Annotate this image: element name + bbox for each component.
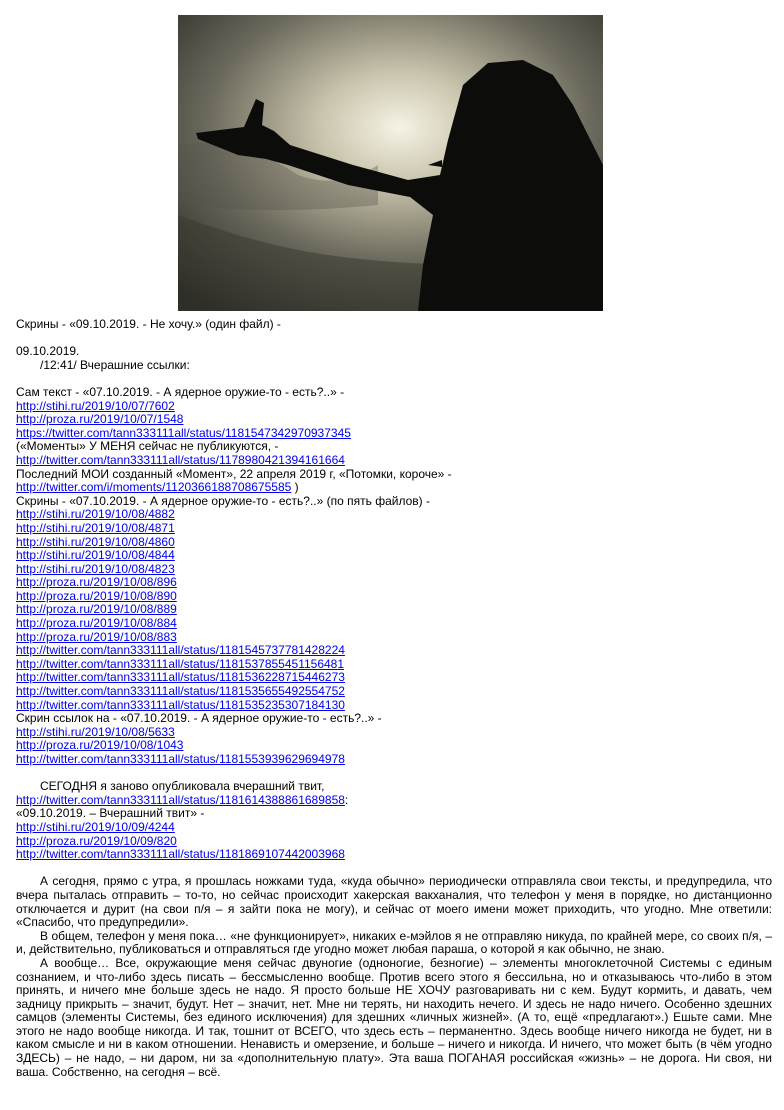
screen-link[interactable]: http://twitter.com/tann333111all/status/1181545737781428224 — [16, 643, 345, 658]
links-screen-link[interactable]: http://twitter.com/tann333111all/status/1181553939629694978 — [16, 752, 345, 766]
link-moments-status[interactable]: http://twitter.com/tann333111all/status/1178980421394161664 — [16, 452, 345, 467]
today-link[interactable]: http://stihi.ru/2019/10/09/4244 — [16, 819, 175, 834]
links-screen-link[interactable]: http://proza.ru/2019/10/08/1043 — [16, 738, 184, 753]
screen-link[interactable]: http://proza.ru/2019/10/08/883 — [16, 629, 177, 644]
screen-link[interactable]: http://twitter.com/tann333111all/status/1181535235307184130 — [16, 697, 345, 712]
link-last-moment[interactable]: http://twitter.com/i/moments/1120366188708675585 — [16, 480, 292, 495]
link-proza-1548[interactable]: http://proza.ru/2019/10/07/1548 — [16, 412, 184, 427]
screen-link[interactable]: http://stihi.ru/2019/10/08/4882 — [16, 507, 175, 522]
last-moment-text: Последний МОИ созданный «Момент», 22 апреля 2019 г, «Потомки, короче» - — [16, 466, 452, 481]
screen-link[interactable]: http://twitter.com/tann333111all/status/1181535655492554752 — [16, 684, 345, 699]
today-tweet-suffix: : — [344, 792, 349, 807]
moments-text: («Моменты» У МЕНЯ сейчас не публикуются, - — [16, 439, 279, 454]
document-body — [16, 318, 772, 1079]
screen-link[interactable]: http://proza.ru/2019/10/08/889 — [16, 602, 177, 617]
block3-label: Скрин ссылок на - «07.10.2019. - А ядерное оружие-то - есть?..» - — [16, 711, 382, 726]
screen-link[interactable]: http://stihi.ru/2019/10/08/4844 — [16, 548, 175, 563]
time-line: /12:41/ Вчерашние ссылки: — [40, 357, 190, 372]
screen-link[interactable]: http://proza.ru/2019/10/08/896 — [16, 575, 177, 590]
paragraph-3: А вообще… Все, окружающие меня сейчас двуногие (одноногие, безногие) – элементы многоклеточной Системы с единым сознанием, и что-либо здесь писать – бессмысленно вообще. Против всего этого я бессильна, но и отказываюсь что-либо в этом принять, и ничего мне больше здесь не надо. Я просто больше НЕ ХОЧУ разговаривать ни с кем. Будут кормить, и давать, чем задницу прикрыть – значит, будут. Нет – значит, нет. Мне ни терять, ни находить нечего. И здесь не надо ничего. Особенно здешних самцов (элементы Системы, без единого исключения) для здешних «личных жизней». (А то, ещё «предлагают».) Ешьте сами. Мне этого не надо вообще никогда. И так, тошнит от ВСЕГО, что здесь есть – перманентно. Здесь вообще ничего никогда не будет, ни в каком смысле и ни в каком отношении. Ненависть и омерзение, и больше – ничего и никогда. И ничего, что может быть (в чём угодно ЗДЕСЬ) – не надо, – ни даром, ни за «дополнительную плату». Эта ваша ПОГАНАЯ российская «жизнь» – не дорога. Ни своя, ни ваша. Собственно, на сегодня – всё. — [16, 955, 772, 1079]
today-link[interactable]: http://proza.ru/2019/10/09/820 — [16, 833, 177, 848]
link-twitter-status[interactable]: https://twitter.com/tann333111all/status/1181547342970937345 — [16, 425, 351, 440]
today-link[interactable]: http://twitter.com/tann333111all/status/1181869107442003968 — [16, 847, 345, 862]
link-stihi-7602[interactable]: http://stihi.ru/2019/10/07/7602 — [16, 398, 175, 413]
today-text: СЕГОДНЯ я заново опубликовала вчерашний твит, — [40, 779, 325, 794]
screen-link[interactable]: http://proza.ru/2019/10/08/884 — [16, 616, 177, 631]
screen-link[interactable]: http://stihi.ru/2019/10/08/4860 — [16, 534, 175, 549]
screens-title: Скрины - «09.10.2019. - Не хочу.» (один файл) - — [16, 317, 281, 331]
screen-link[interactable]: http://proza.ru/2019/10/08/890 — [16, 588, 177, 603]
header-photo — [178, 15, 603, 311]
last-moment-close: ) — [291, 480, 299, 495]
silhouette-photo — [178, 15, 603, 311]
block2-label: Скрины - «07.10.2019. - А ядерное оружие-то - есть?..» (по пять файлов) - — [16, 493, 430, 508]
links-screen-link[interactable]: http://stihi.ru/2019/10/08/5633 — [16, 724, 175, 739]
screen-link[interactable]: http://twitter.com/tann333111all/status/1181537855451156481 — [16, 656, 345, 671]
block1-label: Сам текст - «07.10.2019. - А ядерное оружие-то - есть?..» - — [16, 384, 345, 399]
screen-link[interactable]: http://twitter.com/tann333111all/status/1181536228715446273 — [16, 670, 345, 685]
screen-link[interactable]: http://stihi.ru/2019/10/08/4871 — [16, 520, 175, 535]
screen-link[interactable]: http://stihi.ru/2019/10/08/4823 — [16, 561, 175, 576]
paragraph-1: А сегодня, прямо с утра, я прошлась ножками туда, «куда обычно» периодически отправляла свои тексты, и предупредила, что вчера пыталась отправить – то-то, но сейчас происходит хакерская вакханалия, что телефон у меня в порядке, но дистанционно отключается и дурит (на свои п/я – я зайти пока не могу), и сейчас от моего имени может приходить, что угодно. Мне ответили: «Спасибо, что предупредили». — [16, 874, 772, 930]
date-line: 09.10.2019. — [16, 344, 80, 359]
today-tweet-link[interactable]: http://twitter.com/tann333111all/status/1181614388861689858 — [16, 792, 345, 807]
paragraph-2: В общем, телефон у меня пока… «не функционирует», никаких е-мэйлов я не отправляю никуда, по крайней мере, со своих п/я, – и, действительно, публиковаться и отправляться где угодно может любая параша, о которой я как обычно, не знаю. — [16, 928, 772, 957]
today-label: «09.10.2019. – Вчерашний твит» - — [16, 806, 205, 821]
